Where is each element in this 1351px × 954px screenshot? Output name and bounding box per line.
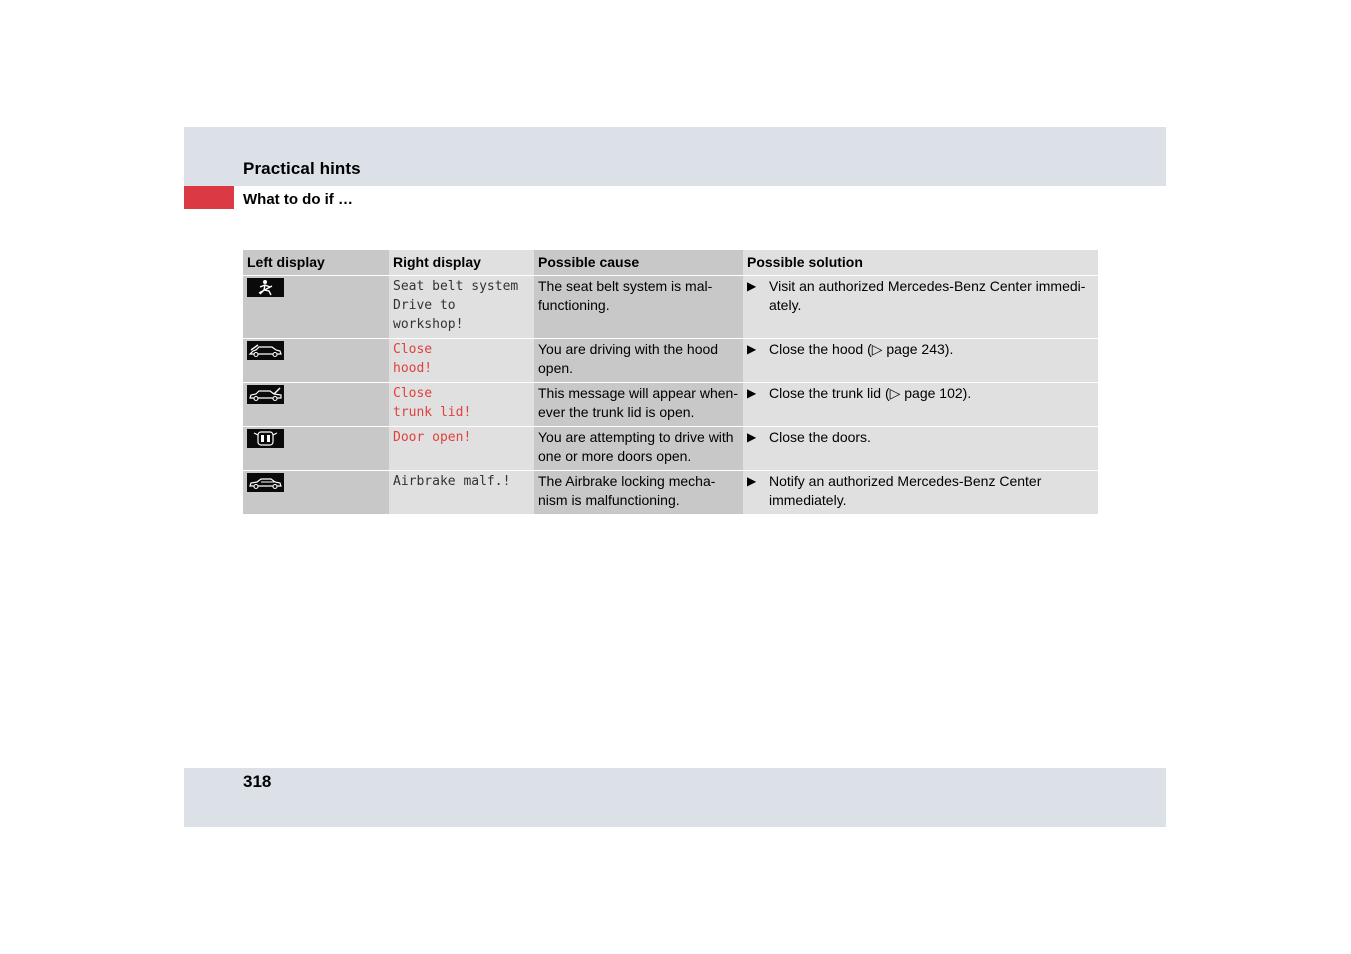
bullet-arrow-icon: ▶ <box>747 386 757 400</box>
possible-cause-cell: This message will appear when-ever the trunk lid is open. <box>534 383 743 427</box>
table-row <box>243 276 1098 339</box>
seatbelt-icon <box>247 278 284 297</box>
section-title: Practical hints <box>243 159 361 178</box>
right-display-cell <box>389 383 534 427</box>
display-message: Seat belt system Drive to workshop! <box>393 279 519 332</box>
display-message: Close hood! <box>393 342 433 376</box>
left-display-cell <box>243 383 389 427</box>
column-header-left-display: Left display <box>243 250 389 276</box>
right-display-cell <box>389 427 534 471</box>
table-row <box>243 383 1098 427</box>
airbrake-car-icon <box>247 473 284 492</box>
table-row <box>243 339 1098 383</box>
left-display-cell <box>243 339 389 383</box>
bullet-arrow-icon: ▶ <box>747 279 757 293</box>
right-display-cell <box>389 471 534 515</box>
section-marker <box>184 186 234 209</box>
solution-text: Close the doors. <box>769 429 871 445</box>
left-display-cell <box>243 276 389 339</box>
bullet-arrow-icon: ▶ <box>747 430 757 444</box>
left-display-cell <box>243 471 389 515</box>
right-display-cell <box>389 339 534 383</box>
solution-text: Notify an authorized Mercedes-Benz Center immediately. <box>769 473 1042 508</box>
page-number: 318 <box>243 772 272 791</box>
solution-text: Close the trunk lid (▷ page 102). <box>769 385 972 401</box>
right-display-cell <box>389 276 534 339</box>
possible-cause-cell: You are attempting to drive with one or more doors open. <box>534 427 743 471</box>
column-header-possible-cause: Possible cause <box>534 250 743 276</box>
trunk-open-icon <box>247 385 284 404</box>
possible-cause-cell: You are driving with the hood open. <box>534 339 743 383</box>
bullet-arrow-icon: ▶ <box>747 342 757 356</box>
possible-solution-cell <box>743 276 1098 339</box>
table-row <box>243 427 1098 471</box>
subsection-title: What to do if … <box>243 191 353 208</box>
possible-solution-cell <box>743 427 1098 471</box>
footer-band <box>184 768 1166 827</box>
door-open-icon <box>247 429 284 448</box>
display-message: Airbrake malf.! <box>393 474 511 489</box>
possible-cause-cell: The seat belt system is mal-functioning. <box>534 276 743 339</box>
possible-cause-cell: The Airbrake locking mecha-nism is malfunctioning. <box>534 471 743 515</box>
display-message: Close trunk lid! <box>393 386 472 420</box>
column-header-possible-solution: Possible solution <box>743 250 1098 276</box>
table-row <box>243 471 1098 515</box>
column-header-right-display: Right display <box>389 250 534 276</box>
bullet-arrow-icon: ▶ <box>747 474 757 488</box>
hood-open-icon <box>247 341 284 360</box>
display-message: Door open! <box>393 430 472 445</box>
table-header-row <box>243 250 1098 276</box>
possible-solution-cell <box>743 383 1098 427</box>
solution-text: Visit an authorized Mercedes-Benz Center immedi-ately. <box>769 278 1086 313</box>
left-display-cell <box>243 427 389 471</box>
possible-solution-cell <box>743 471 1098 515</box>
solution-text: Close the hood (▷ page 243). <box>769 341 954 357</box>
display-messages-table <box>243 250 1098 515</box>
possible-solution-cell <box>743 339 1098 383</box>
